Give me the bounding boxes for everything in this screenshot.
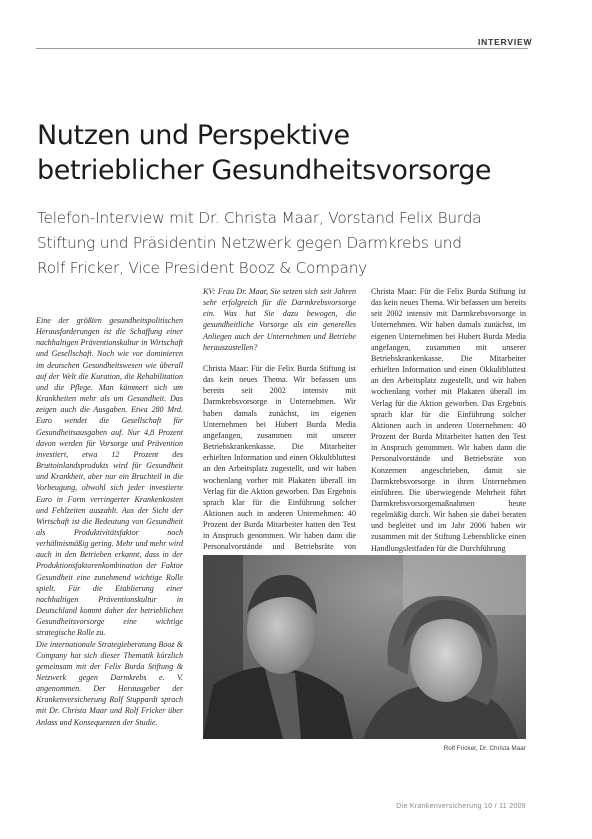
title-line-1: Nutzen und Perspektive xyxy=(37,120,350,151)
page-footer: Die Krankenversicherung 10 / 11 2009 xyxy=(396,803,526,810)
intro-column xyxy=(36,315,183,728)
title-line-2: betrieblicher Gesundheitsvorsorge xyxy=(37,155,492,186)
interview-column-3 xyxy=(371,286,526,553)
interview-answer: Christa Maar: Für die Felix Burda Stiftung ist das kein neues Thema. Wir befassen uns bereits seit 2002 intensiv mit Darmkrebsvorsorge in Unternehmen. Wir haben damals zunächst, im eigenen Unternehmen bei Hubert Burda Media angefangen, zusammen mit unserer Betriebskrankenkasse. Die Mitarbeiter erhielten Information und einen Okkultbluttest an den Arbeitsplatz zugestellt, und wir haben wochenlang vorher mit Plakaten überall im Verlag für die Aktion geworben. Das Ergebnis sprach klar für die Einführung solcher Aktionen auch in anderen Unternehmen: 40 Prozent der Burda Mitarbeiter hatten den Test in Anspruch genommen. Wir haben dann die Personalvorstände und Betriebsräte von xyxy=(203,363,356,552)
interview-photo xyxy=(203,555,526,739)
section-label: INTERVIEW xyxy=(478,37,533,47)
intro-paragraph: Eine der größten gesundheitspolitischen Herausforderungen ist die Schaffung einer nachhaltigen Präventionskultur in Wirtschaft und Gesellschaft. Noch wie vor dominieren im deutschen Gesundheitswesen wie überall auf der Welt die Kuration, die Rehabilitation und die Pflege. Man kümmert sich um Krankheiten mehr als um Gesundheit. Das zeigen auch die Ausgaben. Etwa 280 Mrd. Euro wendet die Gesellschaft für Gesundheitsausgaben auf. Nur 4,8 Prozent davon werden für Vorsorge und Prävention investiert, etwa 12 Prozent des Bruttoinlandsprodukts wird für Gesundheit und Krankheit, aber nur ein Bruchteil in die Vorbeugung, obwohl sich jeder investierte Euro in Form verringerter Krankenkosten und Fehlzeiten auszahlt. Aus der Sicht der Wirtschaft ist die Bedeutung von Gesundheit als Produktivitätsfaktor noch verhältnismäßig gering. Mehr und mehr wird auch in den Betrieben erkannt, dass in der Produktionsfaktorenkombination der Faktor Gesundheit eine zunehmend wichtige Rolle spielt. Für die Etablierung einer nachhaltigen Präventionskultur in Deutschland kommt daher der betrieblichen Gesundheitsvorsorge eine wichtige strategische Rolle zu. xyxy=(36,316,183,638)
interview-answer-continued: Christa Maar: Für die Felix Burda Stiftung ist das kein neues Thema. Wir befassen uns bereits seit 2002 intensiv mit Darmkrebsvorsorge in Unternehmen. Wir haben damals zunächst, im eigenen Unternehmen bei Hubert Burda Media angefangen, zusammen mit unserer Betriebskrankenkasse. Die Mitarbeiter erhielten Information und einen Okkultbluttest an den Arbeitsplatz zugestellt, und wir haben wochenlang vorher mit Plakaten überall im Verlag für die Aktion geworben. Das Ergebnis sprach klar für die Einführung solcher Aktionen auch in anderen Unternehmen: 40 Prozent der Burda Mitarbeiter hatten den Test in Anspruch genommen. Wir haben dann die Personalvorstände und Betriebsräte von Konzernen angeschrieben, damit sie Darmkrebsvorsorge in ihren Unternehmen einführen. Die überwiegende Mehrheit führt Darmkrebsvorsorgemaßnahmen heute regelmäßig durch. Wir haben sie dabei beraten und begleitet und im Jahr 2006 haben wir zusammen mit der Stiftung Lebensblicke einen Handlungsleitfaden für die Durchführung xyxy=(371,287,526,553)
subtitle-line-3: Rolf Fricker, Vice President Booz & Company xyxy=(37,259,368,277)
photo-caption: Rolf Fricker, Dr. Christa Maar xyxy=(443,745,526,752)
interview-question: KV: Frau Dr. Maar, Sie setzen sich seit Jahren sehr erfolgreich für die Darmkrebsvorsorge ein. Was hat Sie dazu bewogen, die gesundheitliche Vorsorge als ein generelles Anliegen auch der Unternehmen und Betriebe herauszustellen? xyxy=(203,287,356,352)
subtitle-line-1: Telefon-Interview mit Dr. Christa Maar, Vorstand Felix Burda xyxy=(37,209,482,227)
intro-paragraph-2: Die internationale Strategieberatung Booz & Company hat sich dieser Thematik kürzlich gemeinsam mit der Felix Burda Stiftung & Netzwerk gegen Darmkrebs e. V. angenommen. Der Herausgeber der Krankenversicherung Rolf Stuppardt sprach mit Dr. Christa Maar und Rolf Fricker über Anlass und Konsequenzen der Studie. xyxy=(36,639,183,727)
subtitle-line-2: Stiftung und Präsidentin Netzwerk gegen Darmkrebs und xyxy=(37,234,462,252)
